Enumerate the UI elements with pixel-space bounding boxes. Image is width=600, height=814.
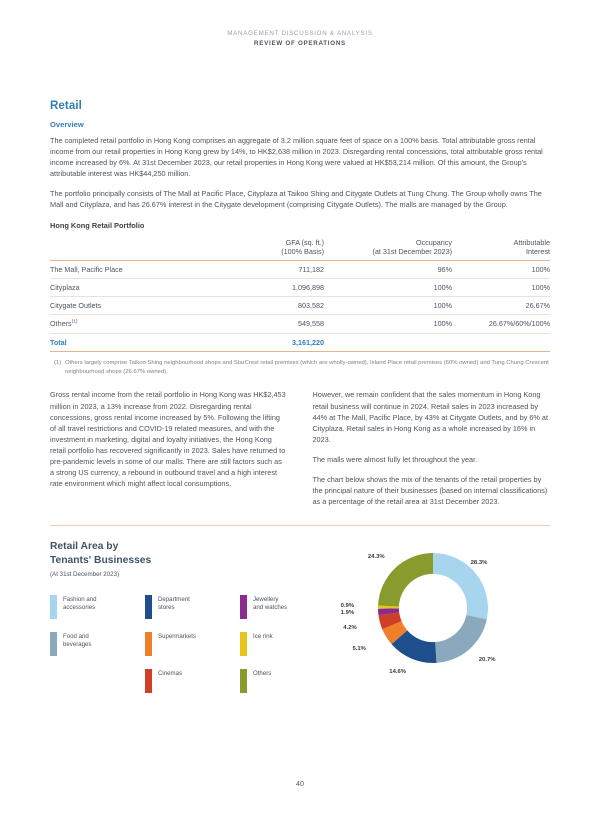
two-column-body xyxy=(50,389,550,507)
body-paragraph: However, we remain confident that the sales momentum in Hong Kong retail business will continue in 2024. Retail sales in 2023 increased by 44% at The Mall, Pacific Place, by 43% at Citygate Outlets, and by 6% at Cityplaza. Retail sales in Hong Kong as a whole increased by 16% in 2023. xyxy=(312,390,549,444)
legend-item-label: Jewellery and watches xyxy=(253,595,288,611)
legend-swatch-icon xyxy=(50,595,57,619)
column-header-attributable-interest: Attributable Interest xyxy=(452,238,550,261)
cell-gfa: 711,182 xyxy=(192,260,324,278)
legend-item xyxy=(145,669,240,693)
table-row xyxy=(50,260,550,278)
table-footnote xyxy=(50,359,550,376)
legend-item xyxy=(50,632,145,656)
legend-swatch-icon xyxy=(50,632,57,656)
legend-item xyxy=(50,595,145,619)
cell-occupancy: 96% xyxy=(324,260,452,278)
body-paragraph: The malls were almost fully let throughout the year. xyxy=(312,454,478,464)
header-subsection-label: REVIEW OF OPERATIONS xyxy=(254,39,346,47)
table-row xyxy=(50,297,550,315)
chart-subtitle: (At 31st December 2023) xyxy=(50,571,120,579)
cell-occupancy: 100% xyxy=(324,297,452,315)
cell-total-occupancy xyxy=(324,333,452,352)
column-header-property xyxy=(50,238,192,261)
legend-swatch-icon xyxy=(145,595,152,619)
chart-title: Retail Area by Tenants' Businesses xyxy=(50,541,152,566)
footnote-reference: (1) xyxy=(71,320,78,326)
hong-kong-retail-portfolio-table xyxy=(50,238,550,353)
donut-slice-label: 4.2% xyxy=(343,624,357,631)
cell-attributable-interest: 26.67%/60%/100% xyxy=(452,315,550,333)
legend-swatch-icon xyxy=(240,595,247,619)
donut-chart xyxy=(331,546,536,675)
page-number: 40 xyxy=(296,779,304,788)
cell-occupancy: 100% xyxy=(324,315,452,333)
legend-item xyxy=(240,632,335,656)
donut-slice-label: 1.9% xyxy=(340,609,355,616)
running-header xyxy=(0,30,600,47)
table-total-row xyxy=(50,333,550,352)
table-caption: Hong Kong Retail Portfolio xyxy=(50,220,145,230)
body-paragraph: Gross rental income from the retail portfolio in Hong Kong was HK$2,453 million in 2023, a 13% increase from 2022. Disregarding rental concessions, gross rental income increased by 5%. Following the lifting of all travel restrictions and COVID-19 related measures, and with the investment in marketing, digital and loyalty initiatives, the Hong Kong retail portfolio has recovered significantly in 2023. Sales have returned to pre-pandemic levels in some of our malls. There are still factors such as a strong US currency, a rebound in outbound travel and a high interest rate environment which might affect local consumptions. xyxy=(50,390,286,489)
legend-swatch-icon xyxy=(240,669,247,693)
footnote-text: Others largely comprise Taikoo Shing neighbourhood shops and StarCrest retail premises (which are wholly-owned), Island Place retail premises (60% owned) and Tung Chung Crescent neighbourhood shops (26.67% owned). xyxy=(65,360,549,375)
donut-slice xyxy=(378,553,433,607)
cell-property-name: Cityplaza xyxy=(50,278,192,296)
legend-column-1 xyxy=(50,595,145,706)
cell-total-interest xyxy=(452,333,550,352)
cell-attributable-interest: 100% xyxy=(452,278,550,296)
cell-total-label: Total xyxy=(50,333,192,352)
cell-total-gfa: 3,161,220 xyxy=(192,333,324,352)
body-column-left xyxy=(50,389,288,507)
legend-item-label: Ice rink xyxy=(253,632,273,640)
body-column-right xyxy=(313,389,551,507)
header-section-label: MANAGEMENT DISCUSSION & ANALYSIS xyxy=(227,30,373,37)
overview-heading: Overview xyxy=(50,120,84,129)
retail-area-chart-block xyxy=(50,540,550,706)
legend-item-label: Others xyxy=(253,669,272,677)
table-row xyxy=(50,315,550,333)
donut-slice-label: 14.6% xyxy=(389,668,406,675)
cell-property-name: Citygate Outlets xyxy=(50,297,192,315)
legend-item xyxy=(240,669,335,693)
table-header-row xyxy=(50,238,550,261)
legend-column-2 xyxy=(145,595,240,706)
column-header-occupancy: Occupancy (at 31st December 2023) xyxy=(324,238,452,261)
cell-gfa: 803,582 xyxy=(192,297,324,315)
legend-item-label: Fashion and accessories xyxy=(63,595,97,611)
legend-swatch-icon xyxy=(145,632,152,656)
legend-item-label: Food and beverages xyxy=(63,632,92,648)
legend-swatch-icon xyxy=(145,669,152,693)
table-row xyxy=(50,278,550,296)
body-paragraph: The chart below shows the mix of the tenants of the retail properties by the principal nature of their businesses (based on internal classifications) as a percentage of the retail area at 31st December 2023. xyxy=(312,475,548,507)
chart-legend xyxy=(50,595,335,706)
donut-slice-label: 5.1% xyxy=(352,645,366,652)
cell-property-name: The Mall, Pacific Place xyxy=(50,260,192,278)
cell-attributable-interest: 26.67% xyxy=(452,297,550,315)
donut-slice-label: 20.7% xyxy=(478,657,496,664)
page-title: Retail xyxy=(50,100,82,112)
legend-item xyxy=(145,632,240,656)
cell-gfa: 549,558 xyxy=(192,315,324,333)
legend-item xyxy=(240,595,335,619)
page-content xyxy=(50,100,550,706)
overview-paragraph-2: The portfolio principally consists of The Mall at Pacific Place, Cityplaza at Taikoo Shing and Citygate Outlets at Tung Chung. The Group wholly owns The Mall and Cityplaza, and has 26.67% interest in the Citygate development (comprising Citygate Outlets). The malls are managed by the Group. xyxy=(50,189,542,210)
legend-item-label: Supermarkets xyxy=(158,632,196,640)
cell-occupancy: 100% xyxy=(324,278,452,296)
legend-swatch-icon xyxy=(240,632,247,656)
footnote-marker: (1) xyxy=(54,360,62,367)
cell-property-name: Others$^{(1)}$ xyxy=(50,315,192,333)
cell-gfa: 1,096,898 xyxy=(192,278,324,296)
donut-slice-label: 0.9% xyxy=(340,602,354,609)
cell-attributable-interest: 100% xyxy=(452,260,550,278)
legend-item-label: Department stores xyxy=(158,595,190,611)
donut-chart-svg xyxy=(331,546,536,671)
section-divider xyxy=(50,525,550,526)
legend-column-3 xyxy=(240,595,335,706)
chart-legend-panel xyxy=(50,540,335,706)
donut-slice xyxy=(435,615,487,663)
overview-paragraph-1: The completed retail portfolio in Hong Kong comprises an aggregate of 3.2 million square feet of space on a 100% basis. Total attributable gross rental income from our retail properties in Hong Kong grew by 14%, to HK$2,638 million in 2023. Disregarding rental concessions, total attributable gross rental income increased by 6%. At 31st December 2023, our retail properties in Hong Kong were valued at HK$53,214 million. Of this amount, the Group's attributable interest was HK$44,250 million. xyxy=(50,136,543,179)
donut-slice-label: 24.3% xyxy=(367,553,385,560)
chart-plot-panel xyxy=(335,540,550,706)
legend-item xyxy=(145,595,240,619)
donut-slice-label: 28.3% xyxy=(470,560,488,567)
column-header-gfa: GFA (sq. ft.) (100% Basis) xyxy=(192,238,324,261)
legend-item-label: Cinemas xyxy=(158,669,183,677)
